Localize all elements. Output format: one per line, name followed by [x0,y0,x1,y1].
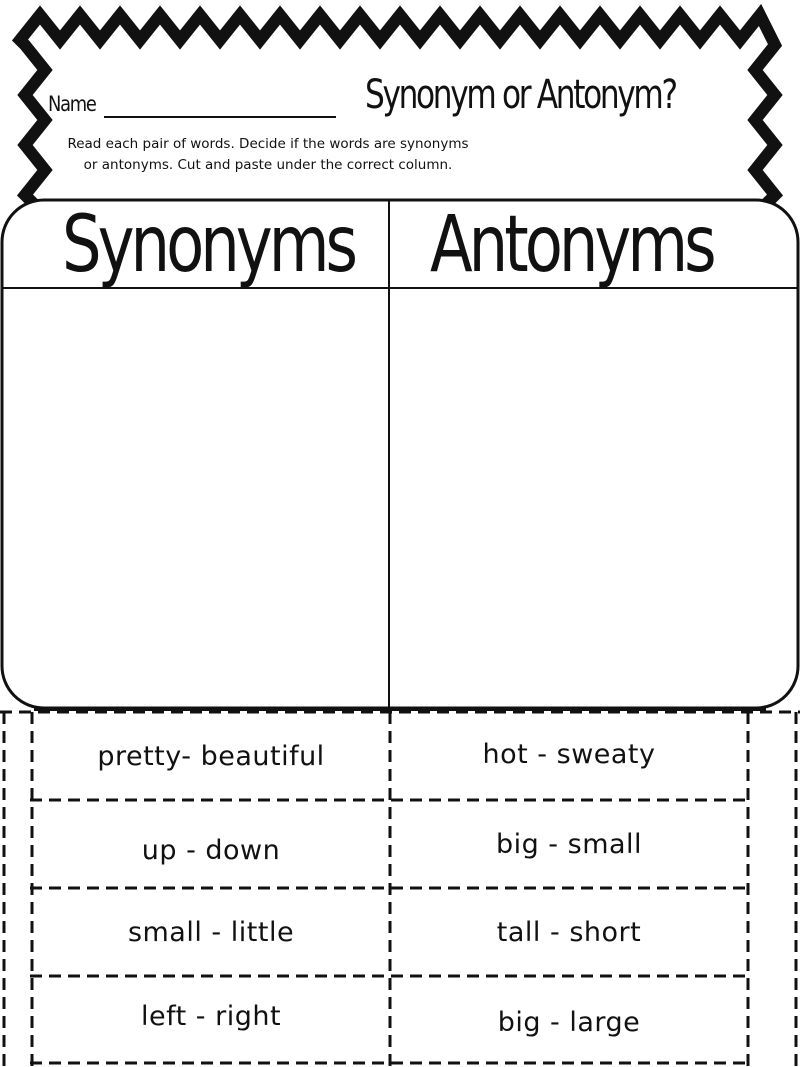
name-blank-line [104,116,336,118]
column-heading-synonyms: Synonyms [62,200,355,290]
name-label: Name [48,92,96,116]
word-card: big - large [497,1006,641,1038]
word-card: big - small [495,828,643,860]
word-card: tall - short [496,916,642,948]
word-card: hot - sweaty [482,738,656,770]
instructions-text: Read each pair of words. Decide if the words are synonyms or antonyms. Cut and paste under the correct column. [67,136,469,173]
column-heading-antonyms: Antonyms [430,200,713,290]
word-card: pretty- beautiful [97,740,325,772]
worksheet-title: Synonym or Antonym? [365,72,676,118]
word-card: up - down [141,834,281,866]
word-card: left - right [140,1000,282,1032]
word-card: small - little [127,916,295,948]
